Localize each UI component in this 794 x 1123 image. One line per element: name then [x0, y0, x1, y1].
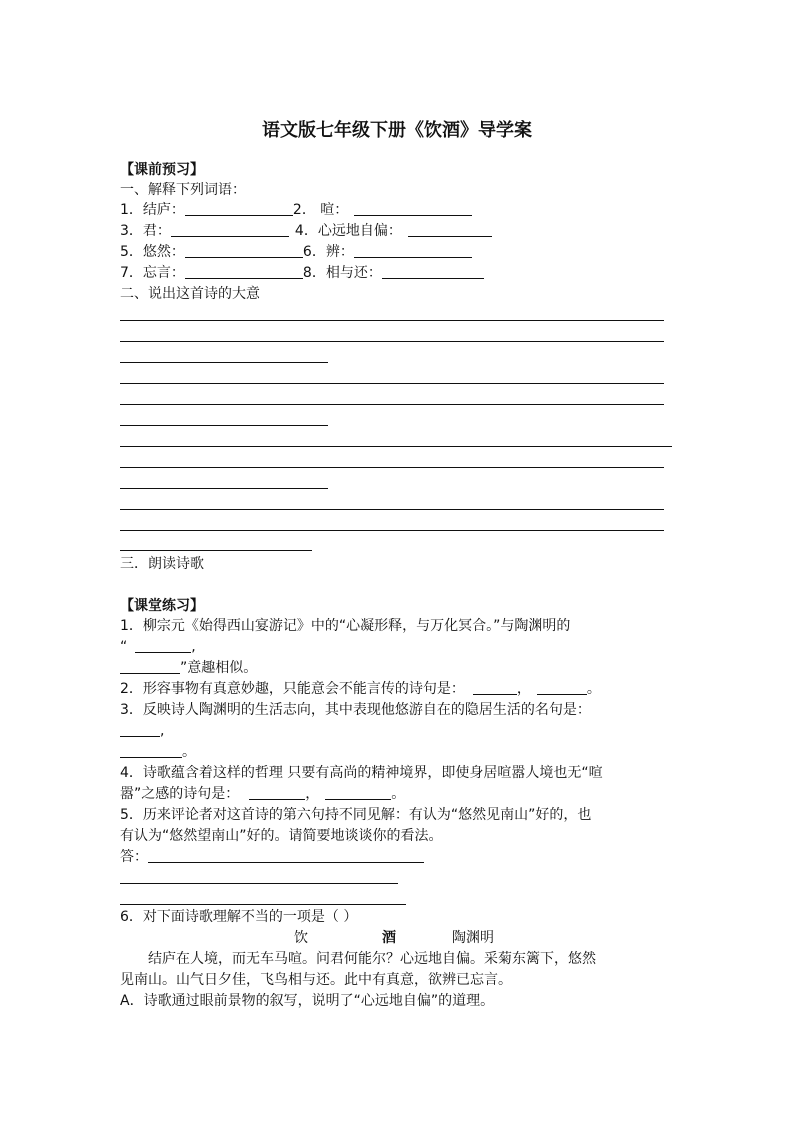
writing-line[interactable] [120, 404, 664, 405]
page-title: 语文版七年级下册《饮酒》导学案 [262, 120, 532, 141]
answer-blank[interactable] [148, 848, 424, 863]
poem-text-line-2: 见南山。山气日夕佳，飞鸟相与还。此中有真意，欲辨已忘言。 [120, 972, 512, 988]
answer-blank[interactable] [537, 680, 587, 695]
question-text: 嚣”之感的诗句是： [120, 786, 240, 802]
vocab-label: 8．相与还： [302, 265, 382, 281]
writing-line[interactable] [120, 341, 664, 342]
question-3-title: 三．朗读诗歌 [120, 556, 204, 572]
writing-line[interactable] [120, 425, 328, 426]
practice-1-line-1: 1．柳宗元《始得西山宴游记》中的“心凝形释，与万化冥合。”与陶渊明的 [120, 618, 571, 634]
punctuation: ， [305, 786, 320, 802]
vocab-label: 7．忘言： [120, 265, 185, 281]
practice-2 [120, 679, 601, 699]
poem-text-line-1: 结庐在人境，而无车马喧。问君何能尔？心远地自偏。采菊东篱下，悠然 [148, 951, 596, 967]
poem-author: 陶渊明 [452, 930, 494, 946]
practice-1-line-2 [120, 637, 196, 657]
vocab-label: 3．君： [120, 223, 171, 239]
answer-blank[interactable] [135, 638, 191, 653]
vocab-label: 1．结庐： [120, 202, 185, 218]
vocab-label: 5．悠然： [120, 244, 185, 260]
answer-blank[interactable] [408, 222, 492, 237]
vocab-label: 6．辨： [302, 244, 354, 260]
answer-blank[interactable] [473, 680, 517, 695]
answer-blank[interactable] [185, 201, 293, 216]
practice-3-line-2 [120, 721, 164, 741]
vocab-label: 4．心远地自偏： [294, 223, 402, 239]
practice-3-line-1: 3．反映诗人陶渊明的生活志向，其中表现他悠游自在的隐居生活的名句是： [120, 702, 591, 718]
punctuation: ， [516, 681, 531, 697]
answer-suffix: ”意趣相似。 [180, 660, 258, 676]
option-a[interactable]: A．诗歌通过眼前景物的叙写，说明了“心远地自偏”的道理。 [120, 993, 495, 1009]
writing-line[interactable] [120, 904, 406, 905]
poem-title-char-2: 酒 [382, 930, 396, 946]
vocab-label: 2． 喧： [292, 202, 349, 218]
section-heading-practice: 【课堂练习】 [120, 598, 204, 614]
answer-blank[interactable] [382, 264, 484, 279]
quote-mark: “ [120, 639, 128, 655]
punctuation: 。 [586, 681, 601, 697]
punctuation: , [160, 723, 165, 739]
answer-blank[interactable] [120, 743, 182, 758]
vocab-row-4 [120, 263, 484, 283]
practice-4-line-1: 4．诗歌蕴含着这样的哲理 只要有高尚的精神境界，即使身居喧嚣人境也无“喧 [120, 765, 603, 781]
vocab-row-1 [120, 200, 472, 220]
punctuation: , [191, 639, 196, 655]
answer-blank[interactable] [354, 243, 472, 258]
answer-blank[interactable] [325, 785, 391, 800]
writing-line[interactable] [120, 320, 664, 321]
punctuation: 。 [182, 744, 196, 760]
writing-line[interactable] [120, 883, 398, 884]
answer-blank[interactable] [120, 659, 180, 674]
question-1-title: 一、解释下列词语： [120, 182, 246, 198]
practice-1-line-3 [120, 658, 257, 678]
answer-blank[interactable] [249, 785, 305, 800]
answer-label: 答： [120, 849, 148, 865]
answer-blank[interactable] [354, 201, 472, 216]
vocab-row-3 [120, 242, 472, 262]
practice-5-answer [120, 847, 424, 867]
practice-5-line-2: 有认为“悠然望南山”好的。请简要地谈谈你的看法。 [120, 828, 443, 844]
writing-line[interactable] [120, 362, 328, 363]
punctuation: 。 [391, 786, 406, 802]
writing-line[interactable] [120, 550, 312, 551]
practice-3-line-3 [120, 742, 196, 762]
answer-blank[interactable] [171, 222, 289, 237]
practice-6: 6．对下面诗歌理解不当的一项是（ ） [120, 909, 358, 925]
writing-line[interactable] [120, 530, 664, 531]
answer-blank[interactable] [120, 722, 160, 737]
answer-blank[interactable] [185, 243, 303, 258]
writing-line[interactable] [120, 467, 664, 468]
question-text: 2．形容事物有真意妙趣，只能意会不能言传的诗句是： [120, 681, 465, 697]
practice-4-line-2 [120, 784, 405, 804]
answer-blank[interactable] [185, 264, 303, 279]
practice-5-line-1: 5．历来评论者对这首诗的第六句持不同见解：有认为“悠然见南山”好的，也 [120, 807, 592, 823]
writing-line[interactable] [120, 509, 664, 510]
writing-line[interactable] [120, 446, 672, 447]
writing-line[interactable] [120, 383, 664, 384]
section-heading-preview: 【课前预习】 [120, 162, 204, 178]
writing-line[interactable] [120, 488, 328, 489]
question-2-title: 二、说出这首诗的大意 [120, 286, 260, 302]
poem-title-char-1: 饮 [294, 930, 308, 946]
vocab-row-2 [120, 221, 492, 241]
